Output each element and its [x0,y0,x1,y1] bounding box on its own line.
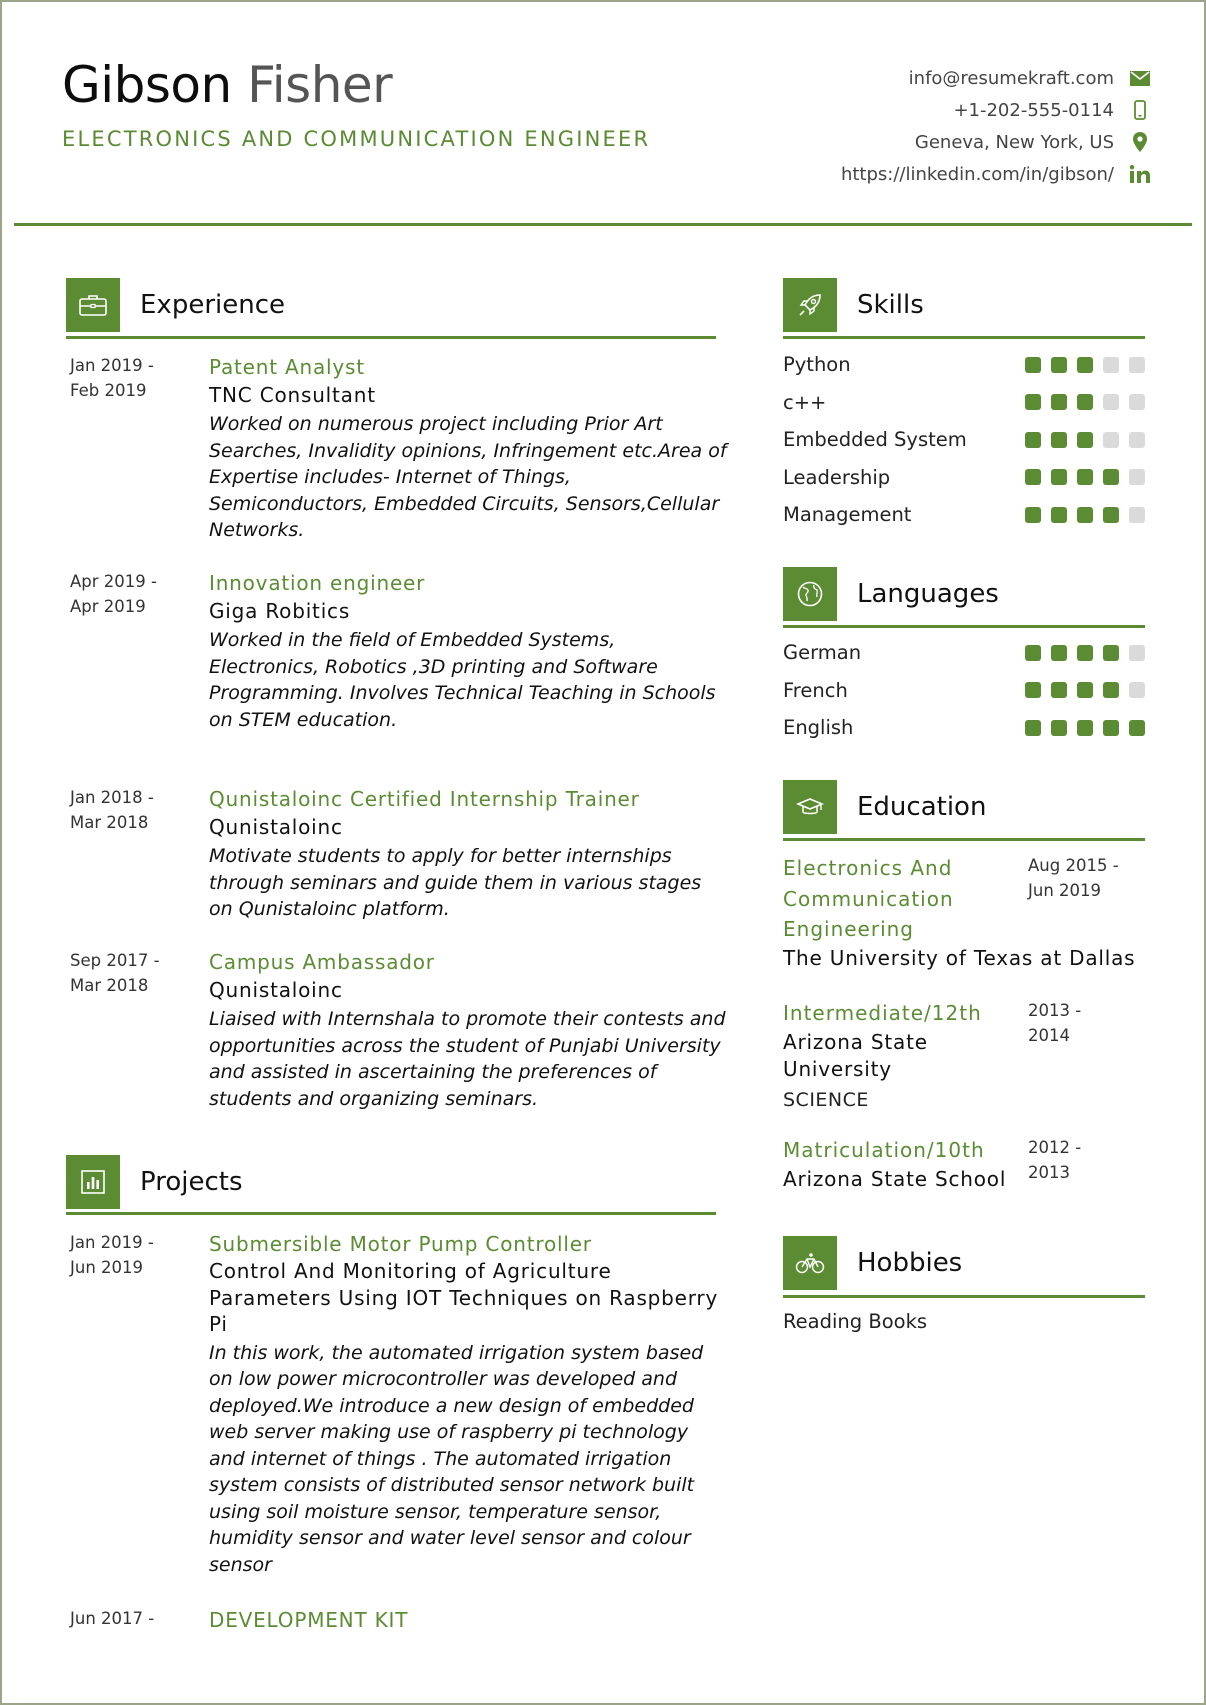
level-dot-empty [1129,469,1145,485]
language-name: English [783,716,854,740]
level-dot-empty [1129,645,1145,661]
education-header [783,777,986,837]
briefcase-icon [66,278,120,332]
entry-title: Qunistaloinc Certified Internship Trainer [209,787,640,811]
phone-icon [1128,98,1152,122]
education-years: 2013 - 2014 [1028,1001,1082,1045]
education-title: Education [857,792,987,822]
hobbies-divider [783,1295,1145,1298]
skill-row [783,384,1145,422]
skills-divider [783,336,1145,339]
entry-date: Jan 2019 - Jun 2019 [70,1233,154,1277]
contact-phone[interactable]: +1-202-555-0114 [841,94,1152,126]
level-dot-filled [1077,469,1093,485]
language-list [783,634,1145,747]
level-dot-filled [1025,394,1041,410]
skill-name: Leadership [783,465,891,489]
entry-description: Motivate students to apply for better internships through seminars and guide them in various stages on Qunistaloinc platform. [209,845,702,920]
hobby-item: Reading Books [783,1310,928,1333]
entry-description: Worked in the field of Embedded Systems, Electronics, Robotics ,3D printing and Software Programming. Involves Technical Teaching in Schools on STEM education. [209,629,716,731]
hobbies-title: Hobbies [857,1248,963,1278]
languages-title: Languages [857,579,999,609]
entry-date: Jan 2019 - Feb 2019 [70,356,154,400]
contact-list [841,62,1152,190]
language-row [783,672,1145,710]
language-row [783,709,1145,747]
entry-organization: Control And Monitoring of Agriculture Parameters Using IOT Techniques on Raspberry Pi [209,1259,719,1336]
level-dot-empty [1129,507,1145,523]
skill-name: c++ [783,390,827,414]
entry-organization: Qunistaloinc [209,815,343,839]
school-name: Arizona State School [783,1166,1007,1191]
level-dot-filled [1051,645,1067,661]
job-role: ELECTRONICS AND COMMUNICATION ENGINEER [62,127,651,151]
bar-chart-icon [66,1155,120,1209]
experience-header [66,275,285,335]
level-dot-empty [1103,432,1119,448]
level-dot-empty [1129,357,1145,373]
level-dot-filled [1051,682,1067,698]
languages-divider [783,625,1145,628]
level-dot-filled [1103,469,1119,485]
level-dot-filled [1077,357,1093,373]
skill-name: Management [783,503,912,527]
education-divider [783,838,1145,841]
graduation-cap-icon [783,780,837,834]
education-field: SCIENCE [783,1088,869,1111]
skill-level [1015,357,1145,373]
entry-date: Apr 2019 - Apr 2019 [70,572,157,616]
level-dot-filled [1077,720,1093,736]
language-level [1015,682,1145,698]
level-dot-filled [1025,720,1041,736]
language-row [783,634,1145,672]
skills-title: Skills [857,290,924,320]
education-entry [783,853,1153,972]
location-icon [1128,130,1152,154]
education-entry [783,1135,1153,1193]
school-name: The University of Texas at Dallas [783,945,1136,970]
entry-title: DEVELOPMENT KIT [209,1608,409,1632]
projects-header [66,1152,243,1212]
contact-email[interactable]: info@resumekraft.com [841,62,1152,94]
bicycle-icon [783,1236,837,1290]
level-dot-filled [1077,682,1093,698]
level-dot-empty [1103,357,1119,373]
skill-row [783,346,1145,384]
level-dot-filled [1051,507,1067,523]
language-level [1015,645,1145,661]
level-dot-filled [1103,645,1119,661]
entry-organization: TNC Consultant [209,383,376,407]
skill-row [783,496,1145,534]
projects-divider [66,1212,716,1215]
education-entry [783,998,1153,1115]
entry-description: Worked on numerous project including Prior Art Searches, Invalidity opinions, Infringement etc.Area of Expertise includes- Internet of Things, Semiconductors, Embedded Circuits, Sensors,Cellular Networks. [209,413,727,541]
skill-row [783,459,1145,497]
entry-date: Jan 2018 - Mar 2018 [70,788,154,832]
education-years: Aug 2015 - Jun 2019 [1028,856,1119,900]
level-dot-filled [1025,469,1041,485]
skill-level [1015,432,1145,448]
skill-list [783,346,1145,534]
candidate-name [62,55,392,115]
entry-description: Liaised with Internshala to promote their contests and opportunities across the student of Punjabi University and assisted in ascertaining the preferences of students and organizing seminars. [209,1008,726,1110]
level-dot-filled [1025,645,1041,661]
entry-date: Sep 2017 - Mar 2018 [70,951,160,995]
school-name: Arizona State University [783,1029,928,1081]
languages-header [783,564,999,624]
level-dot-filled [1051,432,1067,448]
level-dot-filled [1129,720,1145,736]
level-dot-filled [1103,682,1119,698]
level-dot-filled [1077,507,1093,523]
level-dot-filled [1025,432,1041,448]
projects-title: Projects [140,1167,243,1197]
entry-title: Campus Ambassador [209,950,435,974]
skill-name: Python [783,353,851,377]
last-name: Fisher [247,56,393,114]
level-dot-filled [1025,682,1041,698]
entry-organization: Giga Robitics [209,599,351,623]
level-dot-empty [1129,432,1145,448]
contact-linkedin[interactable]: https://linkedin.com/in/gibson/ [841,158,1152,190]
level-dot-filled [1051,357,1067,373]
entry-title: Submersible Motor Pump Controller [209,1232,592,1256]
entry-title: Innovation engineer [209,571,426,595]
language-name: French [783,678,848,702]
degree-name: Electronics And Communication Engineering [783,856,954,941]
contact-location[interactable]: Geneva, New York, US [841,126,1152,158]
skill-level [1015,394,1145,410]
level-dot-filled [1077,432,1093,448]
entry-date: Jun 2017 - [70,1609,155,1628]
level-dot-filled [1051,469,1067,485]
level-dot-filled [1077,645,1093,661]
degree-name: Matriculation/10th [783,1138,985,1162]
level-dot-filled [1025,507,1041,523]
experience-divider [66,336,716,339]
entry-organization: Qunistaloinc [209,978,343,1002]
level-dot-filled [1103,720,1119,736]
level-dot-empty [1103,394,1119,410]
level-dot-filled [1103,507,1119,523]
experience-title: Experience [140,290,285,320]
skill-level [1015,507,1145,523]
entry-title: Patent Analyst [209,355,365,379]
entry-description: In this work, the automated irrigation system based on low power microcontroller was developed and deployed.We introduce a new design of embedded web server making use of raspberry pi technology and internet of things . The automated irrigation system consists of distributed sensor network built using soil moisture sensor, temperature sensor, humidity sensor and water level sensor and colour sensor [209,1341,704,1576]
email-icon [1128,66,1152,90]
language-name: German [783,641,862,665]
rocket-icon [783,278,837,332]
first-name: Gibson [62,56,232,114]
skill-row [783,421,1145,459]
linkedin-icon [1128,162,1152,186]
level-dot-empty [1129,682,1145,698]
level-dot-filled [1025,357,1041,373]
level-dot-filled [1051,394,1067,410]
header-divider [14,223,1192,226]
skill-level [1015,469,1145,485]
globe-icon [783,567,837,621]
level-dot-filled [1077,394,1093,410]
degree-name: Intermediate/12th [783,1001,982,1025]
level-dot-empty [1129,394,1145,410]
skill-name: Embedded System [783,428,967,452]
level-dot-filled [1051,720,1067,736]
hobbies-header [783,1233,962,1293]
education-years: 2012 - 2013 [1028,1138,1082,1182]
language-level [1015,720,1145,736]
skills-header [783,275,924,335]
